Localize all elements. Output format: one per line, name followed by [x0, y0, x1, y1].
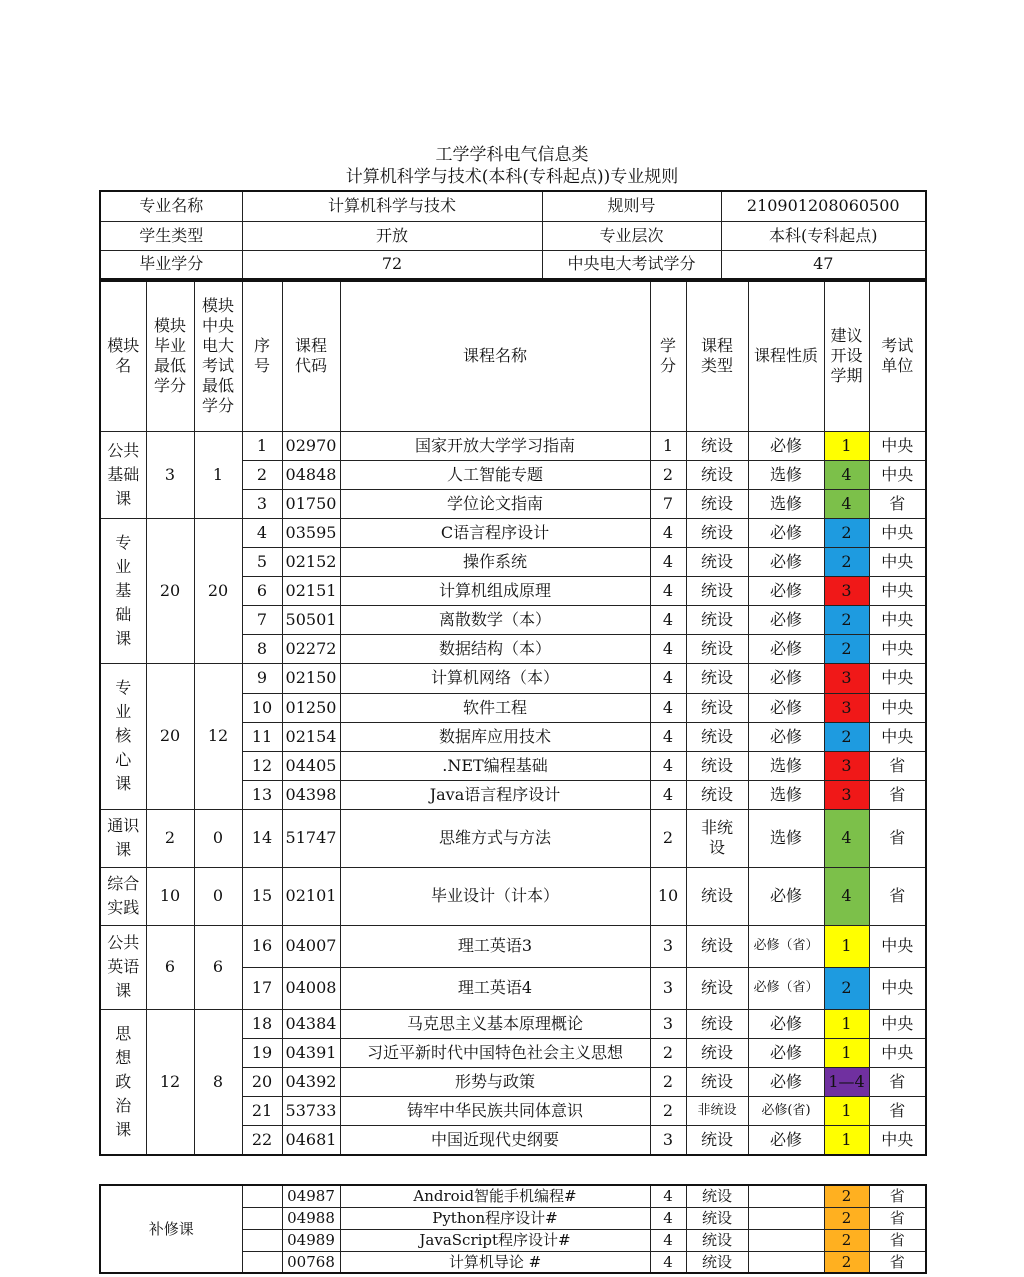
course-nature: 必修: [748, 1067, 824, 1096]
course-credit: 4: [650, 518, 686, 547]
module-name: 专 业 核 心 课: [100, 663, 146, 809]
course-type: 统设: [686, 489, 748, 518]
course-seq: 22: [242, 1125, 282, 1155]
course-nature: 必修: [748, 722, 824, 751]
course-exam: 省: [869, 1067, 926, 1096]
course-type: 统设: [686, 518, 748, 547]
course-credit: 2: [650, 1096, 686, 1125]
module-name: 通识 课: [100, 809, 146, 867]
table-row: [100, 431, 926, 460]
central-credit-label: 中央电大考试学分: [542, 250, 721, 279]
module-min-credit: 20: [146, 663, 194, 809]
module-central-min-credit: 12: [194, 663, 242, 809]
makeup-code: 04988: [282, 1207, 340, 1229]
course-nature: 必修: [748, 1009, 824, 1038]
course-term: 3: [824, 693, 869, 722]
course-name: 中国近现代史纲要: [340, 1125, 650, 1155]
course-nature: 必修（省）: [748, 967, 824, 1009]
course-exam: 中央: [869, 925, 926, 967]
course-seq: 20: [242, 1067, 282, 1096]
course-credit: 10: [650, 867, 686, 925]
course-code: 01750: [282, 489, 340, 518]
module-central-min-credit: 6: [194, 925, 242, 1009]
course-term: 1: [824, 431, 869, 460]
makeup-nature: [748, 1251, 824, 1273]
course-credit: 2: [650, 809, 686, 867]
course-term: 2: [824, 722, 869, 751]
course-exam: 中央: [869, 1038, 926, 1067]
course-credit: 2: [650, 460, 686, 489]
module-central-min-credit: 8: [194, 1009, 242, 1155]
makeup-exam: 省: [869, 1207, 926, 1229]
makeup-seq: [242, 1229, 282, 1251]
course-code: 03595: [282, 518, 340, 547]
module-min-credit: 2: [146, 809, 194, 867]
course-exam: 中央: [869, 1009, 926, 1038]
course-code: 02154: [282, 722, 340, 751]
course-code: 02272: [282, 634, 340, 663]
makeup-name: Python程序设计#: [340, 1207, 650, 1229]
course-name: 计算机组成原理: [340, 576, 650, 605]
makeup-nature: [748, 1207, 824, 1229]
course-type: 统设: [686, 925, 748, 967]
course-term: 4: [824, 867, 869, 925]
level-label: 专业层次: [542, 221, 721, 250]
makeup-exam: 省: [869, 1229, 926, 1251]
header-type: 课程 类型: [686, 281, 748, 431]
course-credit: 4: [650, 547, 686, 576]
header-module: 模块 名: [100, 281, 146, 431]
course-term: 2: [824, 967, 869, 1009]
course-term: 4: [824, 489, 869, 518]
course-exam: 中央: [869, 693, 926, 722]
course-seq: 4: [242, 518, 282, 547]
course-nature: 必修: [748, 1125, 824, 1155]
header-module-central-min: 模块 中央 电大 考试 最低 学分: [194, 281, 242, 431]
student-type-value: 开放: [242, 221, 542, 250]
course-name: 人工智能专题: [340, 460, 650, 489]
course-seq: 19: [242, 1038, 282, 1067]
course-name: 操作系统: [340, 547, 650, 576]
course-credit: 2: [650, 1038, 686, 1067]
table-row: [100, 1009, 926, 1038]
course-seq: 2: [242, 460, 282, 489]
course-type: 统设: [686, 663, 748, 693]
course-name: 理工英语3: [340, 925, 650, 967]
course-exam: 中央: [869, 634, 926, 663]
course-nature: 选修: [748, 460, 824, 489]
course-name: 马克思主义基本原理概论: [340, 1009, 650, 1038]
course-exam: 中央: [869, 1125, 926, 1155]
course-seq: 17: [242, 967, 282, 1009]
course-name: 数据结构（本）: [340, 634, 650, 663]
makeup-code: 04989: [282, 1229, 340, 1251]
course-term: 4: [824, 460, 869, 489]
course-seq: 13: [242, 780, 282, 809]
course-nature: 选修: [748, 809, 824, 867]
course-nature: 必修: [748, 605, 824, 634]
course-type: 统设: [686, 693, 748, 722]
course-code: 04392: [282, 1067, 340, 1096]
header-name: 课程名称: [340, 281, 650, 431]
course-code: 51747: [282, 809, 340, 867]
course-term: 3: [824, 780, 869, 809]
course-name: 计算机网络（本）: [340, 663, 650, 693]
table-row: [100, 867, 926, 925]
course-name: 形势与政策: [340, 1067, 650, 1096]
course-type: 统设: [686, 576, 748, 605]
makeup-credit: 4: [650, 1207, 686, 1229]
makeup-nature: [748, 1185, 824, 1207]
course-nature: 必修: [748, 634, 824, 663]
makeup-nature: [748, 1229, 824, 1251]
course-exam: 省: [869, 489, 926, 518]
module-name: 公共 英语 课: [100, 925, 146, 1009]
course-exam: 省: [869, 1096, 926, 1125]
course-exam: 中央: [869, 967, 926, 1009]
makeup-type: 统设: [686, 1251, 748, 1273]
course-nature: 必修: [748, 693, 824, 722]
course-type: 统设: [686, 634, 748, 663]
makeup-term: 2: [824, 1229, 869, 1251]
course-name: 铸牢中华民族共同体意识: [340, 1096, 650, 1125]
course-type: 统设: [686, 460, 748, 489]
course-code: 04405: [282, 751, 340, 780]
course-seq: 10: [242, 693, 282, 722]
course-nature: 必修(省): [748, 1096, 824, 1125]
course-code: 04391: [282, 1038, 340, 1067]
course-code: 02150: [282, 663, 340, 693]
makeup-name: JavaScript程序设计#: [340, 1229, 650, 1251]
course-nature: 选修: [748, 751, 824, 780]
module-name: 思 想 政 治 课: [100, 1009, 146, 1155]
course-seq: 1: [242, 431, 282, 460]
course-seq: 3: [242, 489, 282, 518]
course-type: 统设: [686, 1125, 748, 1155]
makeup-credit: 4: [650, 1251, 686, 1273]
header-code: 课程 代码: [282, 281, 340, 431]
course-name: 习近平新时代中国特色社会主义思想: [340, 1038, 650, 1067]
course-code: 04398: [282, 780, 340, 809]
rule-no-label: 规则号: [542, 191, 721, 221]
module-min-credit: 10: [146, 867, 194, 925]
course-credit: 3: [650, 1009, 686, 1038]
course-code: 53733: [282, 1096, 340, 1125]
course-code: 04007: [282, 925, 340, 967]
course-nature: 必修: [748, 867, 824, 925]
course-type: 统设: [686, 605, 748, 634]
module-name: 综合 实践: [100, 867, 146, 925]
makeup-name: Android智能手机编程#: [340, 1185, 650, 1207]
course-code: 04384: [282, 1009, 340, 1038]
course-type: 统设: [686, 547, 748, 576]
makeup-type: 统设: [686, 1229, 748, 1251]
makeup-code: 00768: [282, 1251, 340, 1273]
course-nature: 必修: [748, 431, 824, 460]
course-exam: 中央: [869, 605, 926, 634]
course-credit: 4: [650, 634, 686, 663]
course-credit: 4: [650, 663, 686, 693]
course-type: 统设: [686, 967, 748, 1009]
table-row: [100, 663, 926, 693]
course-nature: 必修: [748, 1038, 824, 1067]
course-type: 统设: [686, 1038, 748, 1067]
makeup-type: 统设: [686, 1207, 748, 1229]
course-type: 统设: [686, 780, 748, 809]
course-exam: 中央: [869, 663, 926, 693]
table-row: [100, 518, 926, 547]
course-name: 国家开放大学学习指南: [340, 431, 650, 460]
course-type: 统设: [686, 431, 748, 460]
module-min-credit: 12: [146, 1009, 194, 1155]
makeup-seq: [242, 1251, 282, 1273]
course-type: 统设: [686, 751, 748, 780]
course-credit: 4: [650, 576, 686, 605]
course-exam: 中央: [869, 547, 926, 576]
level-value: 本科(专科起点): [721, 221, 926, 250]
course-name: 思维方式与方法: [340, 809, 650, 867]
course-term: 3: [824, 751, 869, 780]
course-credit: 3: [650, 967, 686, 1009]
module-min-credit: 3: [146, 431, 194, 518]
course-seq: 8: [242, 634, 282, 663]
course-seq: 6: [242, 576, 282, 605]
course-exam: 省: [869, 751, 926, 780]
course-nature: 必修（省）: [748, 925, 824, 967]
central-credit-value: 47: [721, 250, 926, 279]
course-credit: 4: [650, 693, 686, 722]
course-name: 理工英语4: [340, 967, 650, 1009]
course-exam: 中央: [869, 576, 926, 605]
makeup-exam: 省: [869, 1185, 926, 1207]
course-nature: 必修: [748, 547, 824, 576]
course-term: 1: [824, 925, 869, 967]
course-exam: 中央: [869, 431, 926, 460]
course-term: 2: [824, 518, 869, 547]
makeup-credit: 4: [650, 1229, 686, 1251]
course-name: 毕业设计（计本）: [340, 867, 650, 925]
course-term: 3: [824, 576, 869, 605]
course-code: 50501: [282, 605, 340, 634]
course-term: 2: [824, 547, 869, 576]
course-exam: 中央: [869, 460, 926, 489]
course-name: 离散数学（本）: [340, 605, 650, 634]
course-seq: 7: [242, 605, 282, 634]
makeup-type: 统设: [686, 1185, 748, 1207]
course-code: 02101: [282, 867, 340, 925]
makeup-term: 2: [824, 1251, 869, 1273]
header-nature: 课程性质: [748, 281, 824, 431]
makeup-term: 2: [824, 1185, 869, 1207]
course-credit: 1: [650, 431, 686, 460]
header-credit: 学 分: [650, 281, 686, 431]
course-type: 统设: [686, 867, 748, 925]
course-credit: 3: [650, 925, 686, 967]
course-name: 数据库应用技术: [340, 722, 650, 751]
course-exam: 省: [869, 867, 926, 925]
course-credit: 7: [650, 489, 686, 518]
header-row: [100, 281, 926, 431]
major-name-label: 专业名称: [100, 191, 242, 221]
module-central-min-credit: 0: [194, 809, 242, 867]
course-term: 1—4: [824, 1067, 869, 1096]
course-exam: 中央: [869, 518, 926, 547]
course-nature: 选修: [748, 489, 824, 518]
table-row: [100, 925, 926, 967]
info-table: [99, 190, 927, 280]
course-term: 2: [824, 634, 869, 663]
course-credit: 4: [650, 722, 686, 751]
course-credit: 4: [650, 751, 686, 780]
major-name-value: 计算机科学与技术: [242, 191, 542, 221]
module-central-min-credit: 20: [194, 518, 242, 663]
rule-no-value: 210901208060500: [721, 191, 926, 221]
course-code: 02970: [282, 431, 340, 460]
course-seq: 16: [242, 925, 282, 967]
module-central-min-credit: 0: [194, 867, 242, 925]
makeup-term: 2: [824, 1207, 869, 1229]
course-credit: 4: [650, 605, 686, 634]
header-seq: 序 号: [242, 281, 282, 431]
makeup-module-name: 补修课: [100, 1185, 242, 1273]
course-term: 1: [824, 1038, 869, 1067]
course-term: 2: [824, 605, 869, 634]
course-seq: 21: [242, 1096, 282, 1125]
course-nature: 必修: [748, 518, 824, 547]
course-nature: 必修: [748, 576, 824, 605]
makeup-code: 04987: [282, 1185, 340, 1207]
course-term: 1: [824, 1125, 869, 1155]
course-code: 04681: [282, 1125, 340, 1155]
grad-credit-value: 72: [242, 250, 542, 279]
makeup-name: 计算机导论 #: [340, 1251, 650, 1273]
course-code: 04008: [282, 967, 340, 1009]
course-seq: 9: [242, 663, 282, 693]
title-line-1: 工学学科电气信息类: [435, 145, 589, 165]
course-seq: 15: [242, 867, 282, 925]
course-type: 统设: [686, 1009, 748, 1038]
table-row: [100, 809, 926, 867]
course-exam: 省: [869, 780, 926, 809]
course-code: 04848: [282, 460, 340, 489]
module-central-min-credit: 1: [194, 431, 242, 518]
course-name: .NET编程基础: [340, 751, 650, 780]
makeup-seq: [242, 1185, 282, 1207]
header-exam: 考试 单位: [869, 281, 926, 431]
course-exam: 中央: [869, 722, 926, 751]
course-term: 4: [824, 809, 869, 867]
course-type: 非统设: [686, 1096, 748, 1125]
course-credit: 4: [650, 780, 686, 809]
module-name: 公共 基础 课: [100, 431, 146, 518]
course-term: 3: [824, 663, 869, 693]
course-name: C语言程序设计: [340, 518, 650, 547]
course-type: 非统 设: [686, 809, 748, 867]
makeup-table: [99, 1184, 927, 1274]
course-term: 1: [824, 1096, 869, 1125]
course-seq: 5: [242, 547, 282, 576]
course-exam: 省: [869, 809, 926, 867]
module-min-credit: 6: [146, 925, 194, 1009]
course-name: 学位论文指南: [340, 489, 650, 518]
course-nature: 必修: [748, 663, 824, 693]
makeup-exam: 省: [869, 1251, 926, 1273]
header-module-min: 模块 毕业 最低 学分: [146, 281, 194, 431]
course-type: 统设: [686, 1067, 748, 1096]
course-term: 1: [824, 1009, 869, 1038]
course-name: Java语言程序设计: [340, 780, 650, 809]
course-credit: 2: [650, 1067, 686, 1096]
course-code: 02151: [282, 576, 340, 605]
course-seq: 18: [242, 1009, 282, 1038]
module-min-credit: 20: [146, 518, 194, 663]
module-name: 专 业 基 础 课: [100, 518, 146, 663]
course-seq: 12: [242, 751, 282, 780]
course-code: 01250: [282, 693, 340, 722]
makeup-row: [100, 1185, 926, 1207]
course-code: 02152: [282, 547, 340, 576]
student-type-label: 学生类型: [100, 221, 242, 250]
course-table: [99, 280, 927, 1156]
course-name: 软件工程: [340, 693, 650, 722]
course-seq: 14: [242, 809, 282, 867]
header-term: 建议 开设 学期: [824, 281, 869, 431]
grad-credit-label: 毕业学分: [100, 250, 242, 279]
title-line-2: 计算机科学与技术(本科(专科起点))专业规则: [345, 167, 679, 187]
makeup-credit: 4: [650, 1185, 686, 1207]
course-type: 统设: [686, 722, 748, 751]
course-nature: 选修: [748, 780, 824, 809]
course-credit: 3: [650, 1125, 686, 1155]
course-seq: 11: [242, 722, 282, 751]
makeup-seq: [242, 1207, 282, 1229]
